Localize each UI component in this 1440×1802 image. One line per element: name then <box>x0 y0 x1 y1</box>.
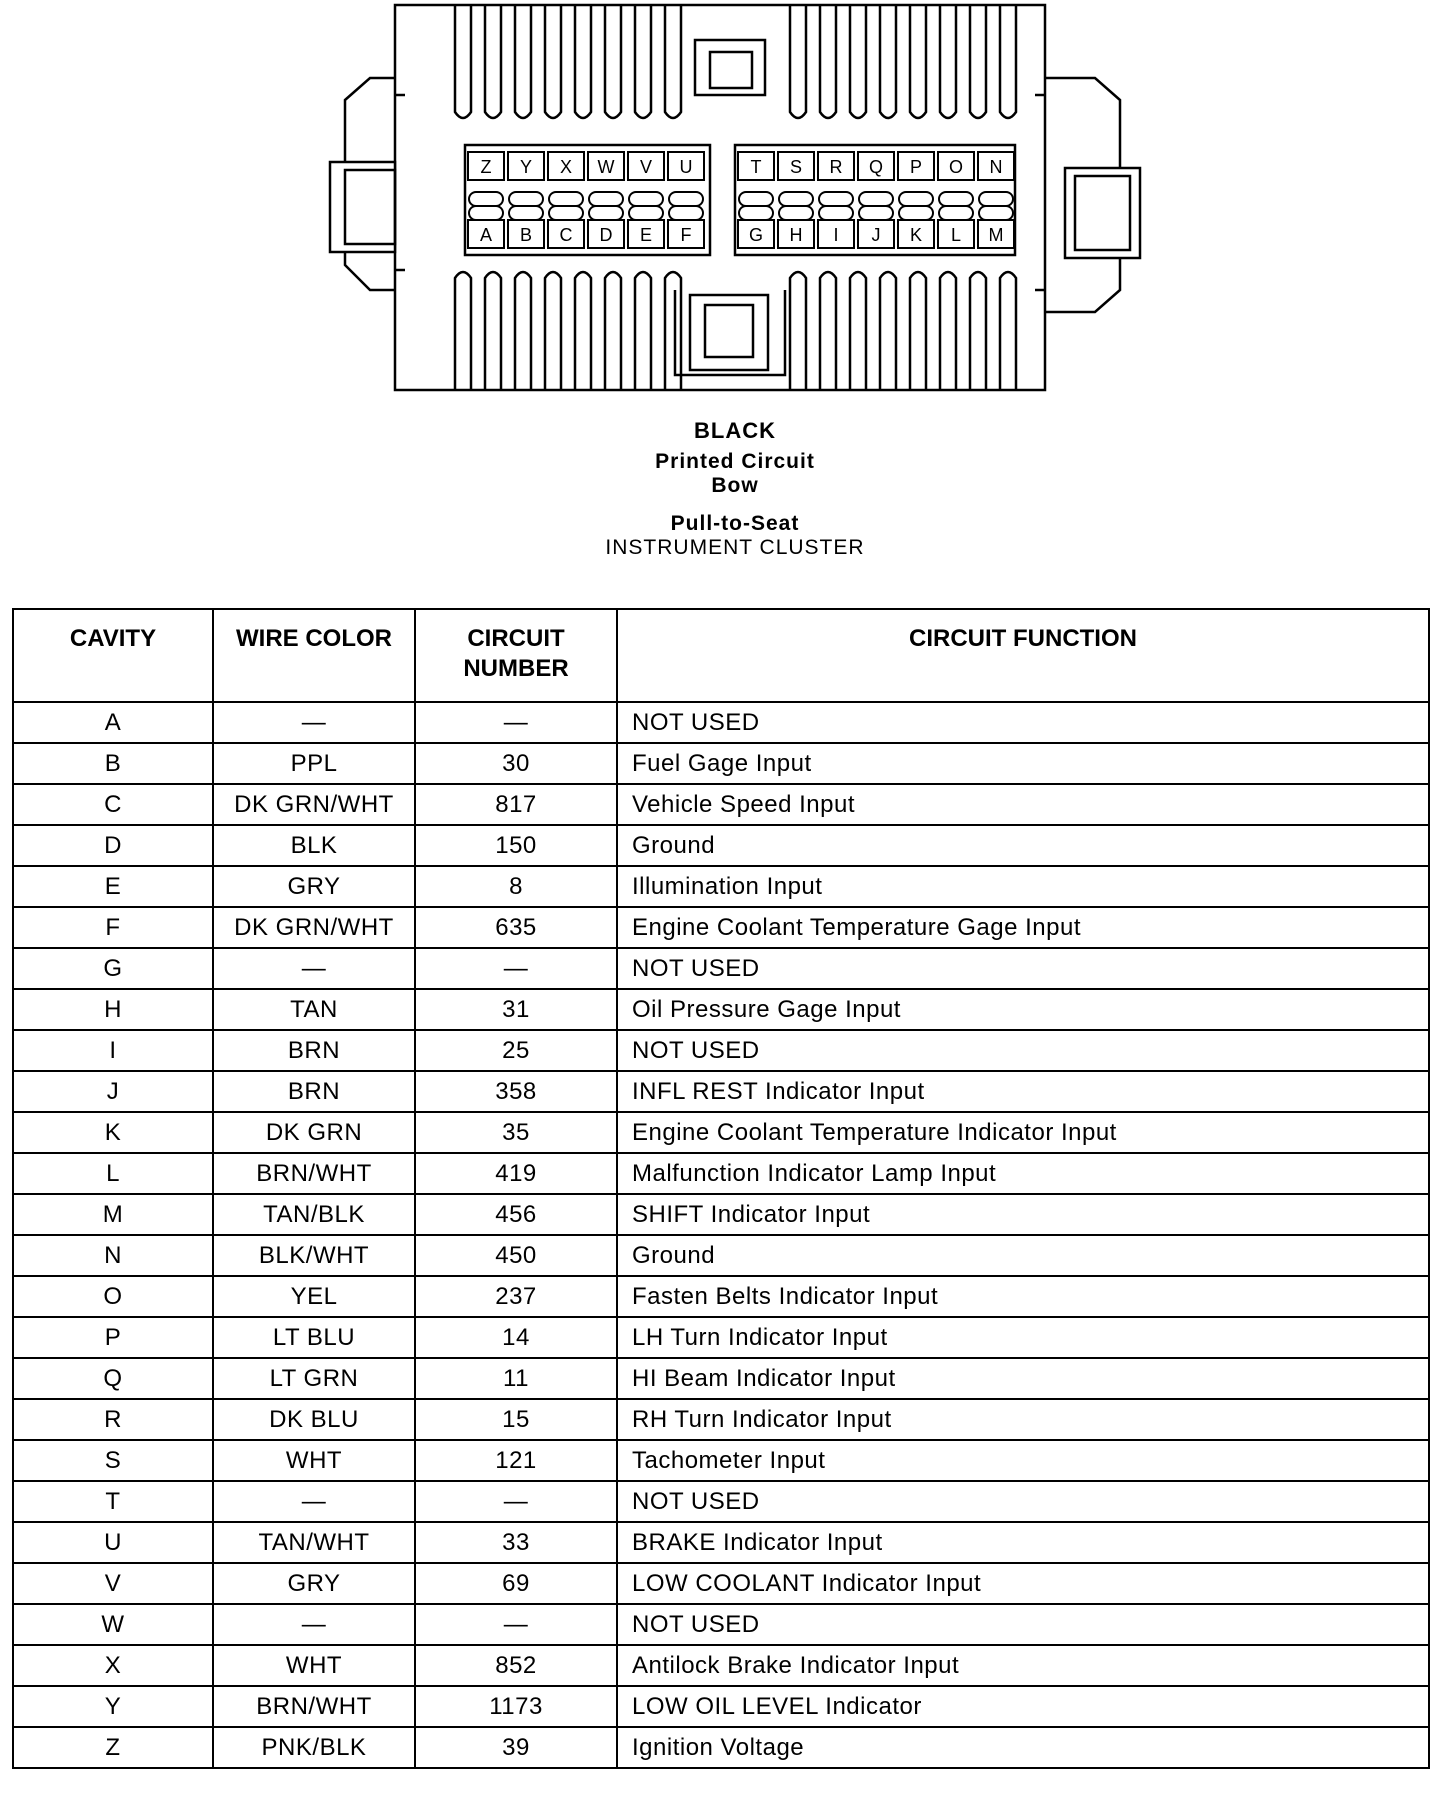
cell-cavity: P <box>13 1317 213 1358</box>
pin-label: G <box>748 225 764 245</box>
cell-cavity: K <box>13 1112 213 1153</box>
cell-circuit-function: LOW COOLANT Indicator Input <box>617 1563 1429 1604</box>
pin-label: V <box>639 157 653 177</box>
cell-circuit-function: BRAKE Indicator Input <box>617 1522 1429 1563</box>
header-wire-color: WIRE COLOR <box>213 609 415 702</box>
pin-slot <box>779 206 813 220</box>
pin-label: E <box>639 225 653 245</box>
pin-label: J <box>871 225 881 245</box>
cell-circuit-number: 150 <box>415 825 617 866</box>
cell-cavity: M <box>13 1194 213 1235</box>
pin-slot <box>899 206 933 220</box>
table-row <box>13 907 1429 948</box>
cell-wire-color: YEL <box>213 1276 415 1317</box>
pin-label: D <box>599 225 613 245</box>
cell-wire-color: — <box>213 702 415 743</box>
table-row <box>13 1522 1429 1563</box>
header-cavity: CAVITY <box>13 609 213 702</box>
caption-line3: Bow <box>711 474 759 497</box>
pin-label: C <box>559 225 573 245</box>
pin-slot <box>859 206 893 220</box>
cell-wire-color: PNK/BLK <box>213 1727 415 1768</box>
cell-circuit-function: Fuel Gage Input <box>617 743 1429 784</box>
cell-circuit-function: NOT USED <box>617 1604 1429 1645</box>
cell-cavity: C <box>13 784 213 825</box>
pin-slot <box>549 192 583 206</box>
cell-circuit-number: 31 <box>415 989 617 1030</box>
cell-wire-color: BRN/WHT <box>213 1153 415 1194</box>
header-circuit-number <box>415 609 617 702</box>
cell-cavity: V <box>13 1563 213 1604</box>
pin-slot <box>819 192 853 206</box>
table-row <box>13 1727 1429 1768</box>
cell-cavity: F <box>13 907 213 948</box>
cell-circuit-function: Tachometer Input <box>617 1440 1429 1481</box>
cell-circuit-function: Oil Pressure Gage Input <box>617 989 1429 1030</box>
table-row <box>13 1399 1429 1440</box>
cell-circuit-function: NOT USED <box>617 1481 1429 1522</box>
cell-circuit-function: LH Turn Indicator Input <box>617 1317 1429 1358</box>
cell-circuit-number: — <box>415 948 617 989</box>
pin-label: H <box>789 225 803 245</box>
pin-label: A <box>479 225 493 245</box>
pin-slot <box>779 192 813 206</box>
cell-circuit-function: NOT USED <box>617 948 1429 989</box>
table-row <box>13 1358 1429 1399</box>
cell-circuit-function: NOT USED <box>617 702 1429 743</box>
cell-wire-color: LT BLU <box>213 1317 415 1358</box>
pin-slot <box>899 192 933 206</box>
table-row <box>13 1645 1429 1686</box>
table-row <box>13 702 1429 743</box>
cell-circuit-function: INFL REST Indicator Input <box>617 1071 1429 1112</box>
cell-wire-color: BRN/WHT <box>213 1686 415 1727</box>
cell-circuit-number: 39 <box>415 1727 617 1768</box>
caption-line2: Printed Circuit <box>655 450 815 473</box>
cell-circuit-function: LOW OIL LEVEL Indicator <box>617 1686 1429 1727</box>
pin-label: X <box>559 157 573 177</box>
cell-wire-color: PPL <box>213 743 415 784</box>
pin-slot <box>739 206 773 220</box>
table-row <box>13 948 1429 989</box>
pin-label: Q <box>868 157 884 177</box>
table-row <box>13 1563 1429 1604</box>
pin-slot <box>979 192 1013 206</box>
table-row <box>13 1071 1429 1112</box>
pin-slot <box>589 206 623 220</box>
table-row <box>13 1235 1429 1276</box>
cell-cavity: N <box>13 1235 213 1276</box>
cell-circuit-number: 450 <box>415 1235 617 1276</box>
cell-cavity: A <box>13 702 213 743</box>
pin-slot <box>589 192 623 206</box>
cell-wire-color: — <box>213 948 415 989</box>
cell-circuit-number: 358 <box>415 1071 617 1112</box>
header-circuit-number-line1: CIRCUIT <box>467 625 565 652</box>
cell-wire-color: TAN/WHT <box>213 1522 415 1563</box>
cell-cavity: J <box>13 1071 213 1112</box>
table-row <box>13 1194 1429 1235</box>
cell-cavity: X <box>13 1645 213 1686</box>
cell-circuit-number: 15 <box>415 1399 617 1440</box>
cell-circuit-number: 69 <box>415 1563 617 1604</box>
connector-body <box>330 5 1140 390</box>
table-row <box>13 1481 1429 1522</box>
cell-cavity: E <box>13 866 213 907</box>
caption-line5: INSTRUMENT CLUSTER <box>605 536 865 559</box>
pin-slot <box>819 206 853 220</box>
cell-wire-color: BRN <box>213 1071 415 1112</box>
cell-circuit-function: Engine Coolant Temperature Indicator Input <box>617 1112 1429 1153</box>
cell-circuit-number: 8 <box>415 866 617 907</box>
table-row <box>13 1030 1429 1071</box>
cell-circuit-number: 635 <box>415 907 617 948</box>
table-row <box>13 784 1429 825</box>
pin-slot <box>739 192 773 206</box>
table-row <box>13 989 1429 1030</box>
cell-cavity: L <box>13 1153 213 1194</box>
cell-cavity: G <box>13 948 213 989</box>
cell-cavity: D <box>13 825 213 866</box>
cell-circuit-function: Illumination Input <box>617 866 1429 907</box>
cell-circuit-number: 14 <box>415 1317 617 1358</box>
pin-label: L <box>950 225 962 245</box>
cell-cavity: O <box>13 1276 213 1317</box>
cell-circuit-function: Antilock Brake Indicator Input <box>617 1645 1429 1686</box>
cell-circuit-function: Malfunction Indicator Lamp Input <box>617 1153 1429 1194</box>
pin-label: M <box>988 225 1004 245</box>
caption-color: BLACK <box>694 418 776 443</box>
cell-circuit-number: 30 <box>415 743 617 784</box>
cell-circuit-function: RH Turn Indicator Input <box>617 1399 1429 1440</box>
cell-wire-color: GRY <box>213 866 415 907</box>
pin-label: P <box>909 157 923 177</box>
pin-label: K <box>909 225 923 245</box>
cell-circuit-function: Engine Coolant Temperature Gage Input <box>617 907 1429 948</box>
pin-label: O <box>948 157 964 177</box>
cell-circuit-number: 419 <box>415 1153 617 1194</box>
cell-circuit-number: 35 <box>415 1112 617 1153</box>
cell-cavity: Q <box>13 1358 213 1399</box>
pin-slot <box>549 206 583 220</box>
cell-cavity: T <box>13 1481 213 1522</box>
cell-wire-color: BRN <box>213 1030 415 1071</box>
pin-label: R <box>829 157 843 177</box>
table-row <box>13 1276 1429 1317</box>
pin-label: S <box>789 157 803 177</box>
table-row <box>13 1440 1429 1481</box>
cell-circuit-number: 852 <box>415 1645 617 1686</box>
cell-circuit-number: 456 <box>415 1194 617 1235</box>
cell-cavity: Y <box>13 1686 213 1727</box>
table-row <box>13 1317 1429 1358</box>
cell-wire-color: — <box>213 1481 415 1522</box>
pin-label: F <box>680 225 692 245</box>
cell-circuit-function: SHIFT Indicator Input <box>617 1194 1429 1235</box>
cell-circuit-number: 11 <box>415 1358 617 1399</box>
cell-wire-color: BLK <box>213 825 415 866</box>
cell-cavity: R <box>13 1399 213 1440</box>
pin-slot <box>629 206 663 220</box>
cell-wire-color: WHT <box>213 1645 415 1686</box>
table-row <box>13 1604 1429 1645</box>
cell-wire-color: DK BLU <box>213 1399 415 1440</box>
table-header-row <box>13 609 1429 702</box>
cell-circuit-number: 817 <box>415 784 617 825</box>
table-row <box>13 866 1429 907</box>
table-row <box>13 1112 1429 1153</box>
cell-circuit-number: 1173 <box>415 1686 617 1727</box>
cell-circuit-function: HI Beam Indicator Input <box>617 1358 1429 1399</box>
cell-cavity: Z <box>13 1727 213 1768</box>
cell-circuit-function: Ignition Voltage <box>617 1727 1429 1768</box>
cell-wire-color: BLK/WHT <box>213 1235 415 1276</box>
cell-circuit-number: 237 <box>415 1276 617 1317</box>
cell-wire-color: WHT <box>213 1440 415 1481</box>
connector-diagram <box>0 0 1440 400</box>
cell-wire-color: LT GRN <box>213 1358 415 1399</box>
cell-circuit-number: — <box>415 1481 617 1522</box>
pin-slot <box>939 192 973 206</box>
pin-label: U <box>679 157 693 177</box>
table-row <box>13 1686 1429 1727</box>
table-row <box>13 1153 1429 1194</box>
pin-slot <box>939 206 973 220</box>
header-circuit-function: CIRCUIT FUNCTION <box>617 609 1429 702</box>
pin-slot <box>669 206 703 220</box>
pin-slot <box>469 206 503 220</box>
table-row <box>13 743 1429 784</box>
cell-wire-color: TAN/BLK <box>213 1194 415 1235</box>
cell-wire-color: — <box>213 1604 415 1645</box>
cavity-table <box>12 608 1430 1769</box>
pin-label: B <box>519 225 533 245</box>
pin-label: N <box>989 157 1003 177</box>
pin-slot <box>859 192 893 206</box>
connector-pins <box>468 152 1014 248</box>
pin-slot <box>669 192 703 206</box>
cell-cavity: B <box>13 743 213 784</box>
cell-circuit-function: Fasten Belts Indicator Input <box>617 1276 1429 1317</box>
cell-wire-color: DK GRN/WHT <box>213 784 415 825</box>
cell-circuit-number: 33 <box>415 1522 617 1563</box>
cell-circuit-number: 25 <box>415 1030 617 1071</box>
cell-wire-color: DK GRN/WHT <box>213 907 415 948</box>
pin-slot <box>509 192 543 206</box>
cell-circuit-function: Vehicle Speed Input <box>617 784 1429 825</box>
cell-circuit-number: — <box>415 1604 617 1645</box>
caption-line4: Pull-to-Seat <box>670 512 800 535</box>
pin-slot <box>979 206 1013 220</box>
cell-circuit-function: Ground <box>617 825 1429 866</box>
cell-cavity: W <box>13 1604 213 1645</box>
header-circuit-number-line2: NUMBER <box>463 655 569 682</box>
cell-cavity: S <box>13 1440 213 1481</box>
table-row <box>13 825 1429 866</box>
pin-label: Y <box>519 157 533 177</box>
cell-cavity: I <box>13 1030 213 1071</box>
cell-wire-color: TAN <box>213 989 415 1030</box>
cell-cavity: H <box>13 989 213 1030</box>
cell-wire-color: DK GRN <box>213 1112 415 1153</box>
pin-label: W <box>597 157 615 177</box>
cell-circuit-function: NOT USED <box>617 1030 1429 1071</box>
cell-circuit-number: 121 <box>415 1440 617 1481</box>
pin-slot <box>469 192 503 206</box>
pin-slot <box>509 206 543 220</box>
pin-label: I <box>833 225 839 245</box>
cell-circuit-number: — <box>415 702 617 743</box>
cell-circuit-function: Ground <box>617 1235 1429 1276</box>
pin-label: Z <box>480 157 492 177</box>
pin-slot <box>629 192 663 206</box>
pin-label: T <box>750 157 762 177</box>
cell-cavity: U <box>13 1522 213 1563</box>
cell-wire-color: GRY <box>213 1563 415 1604</box>
